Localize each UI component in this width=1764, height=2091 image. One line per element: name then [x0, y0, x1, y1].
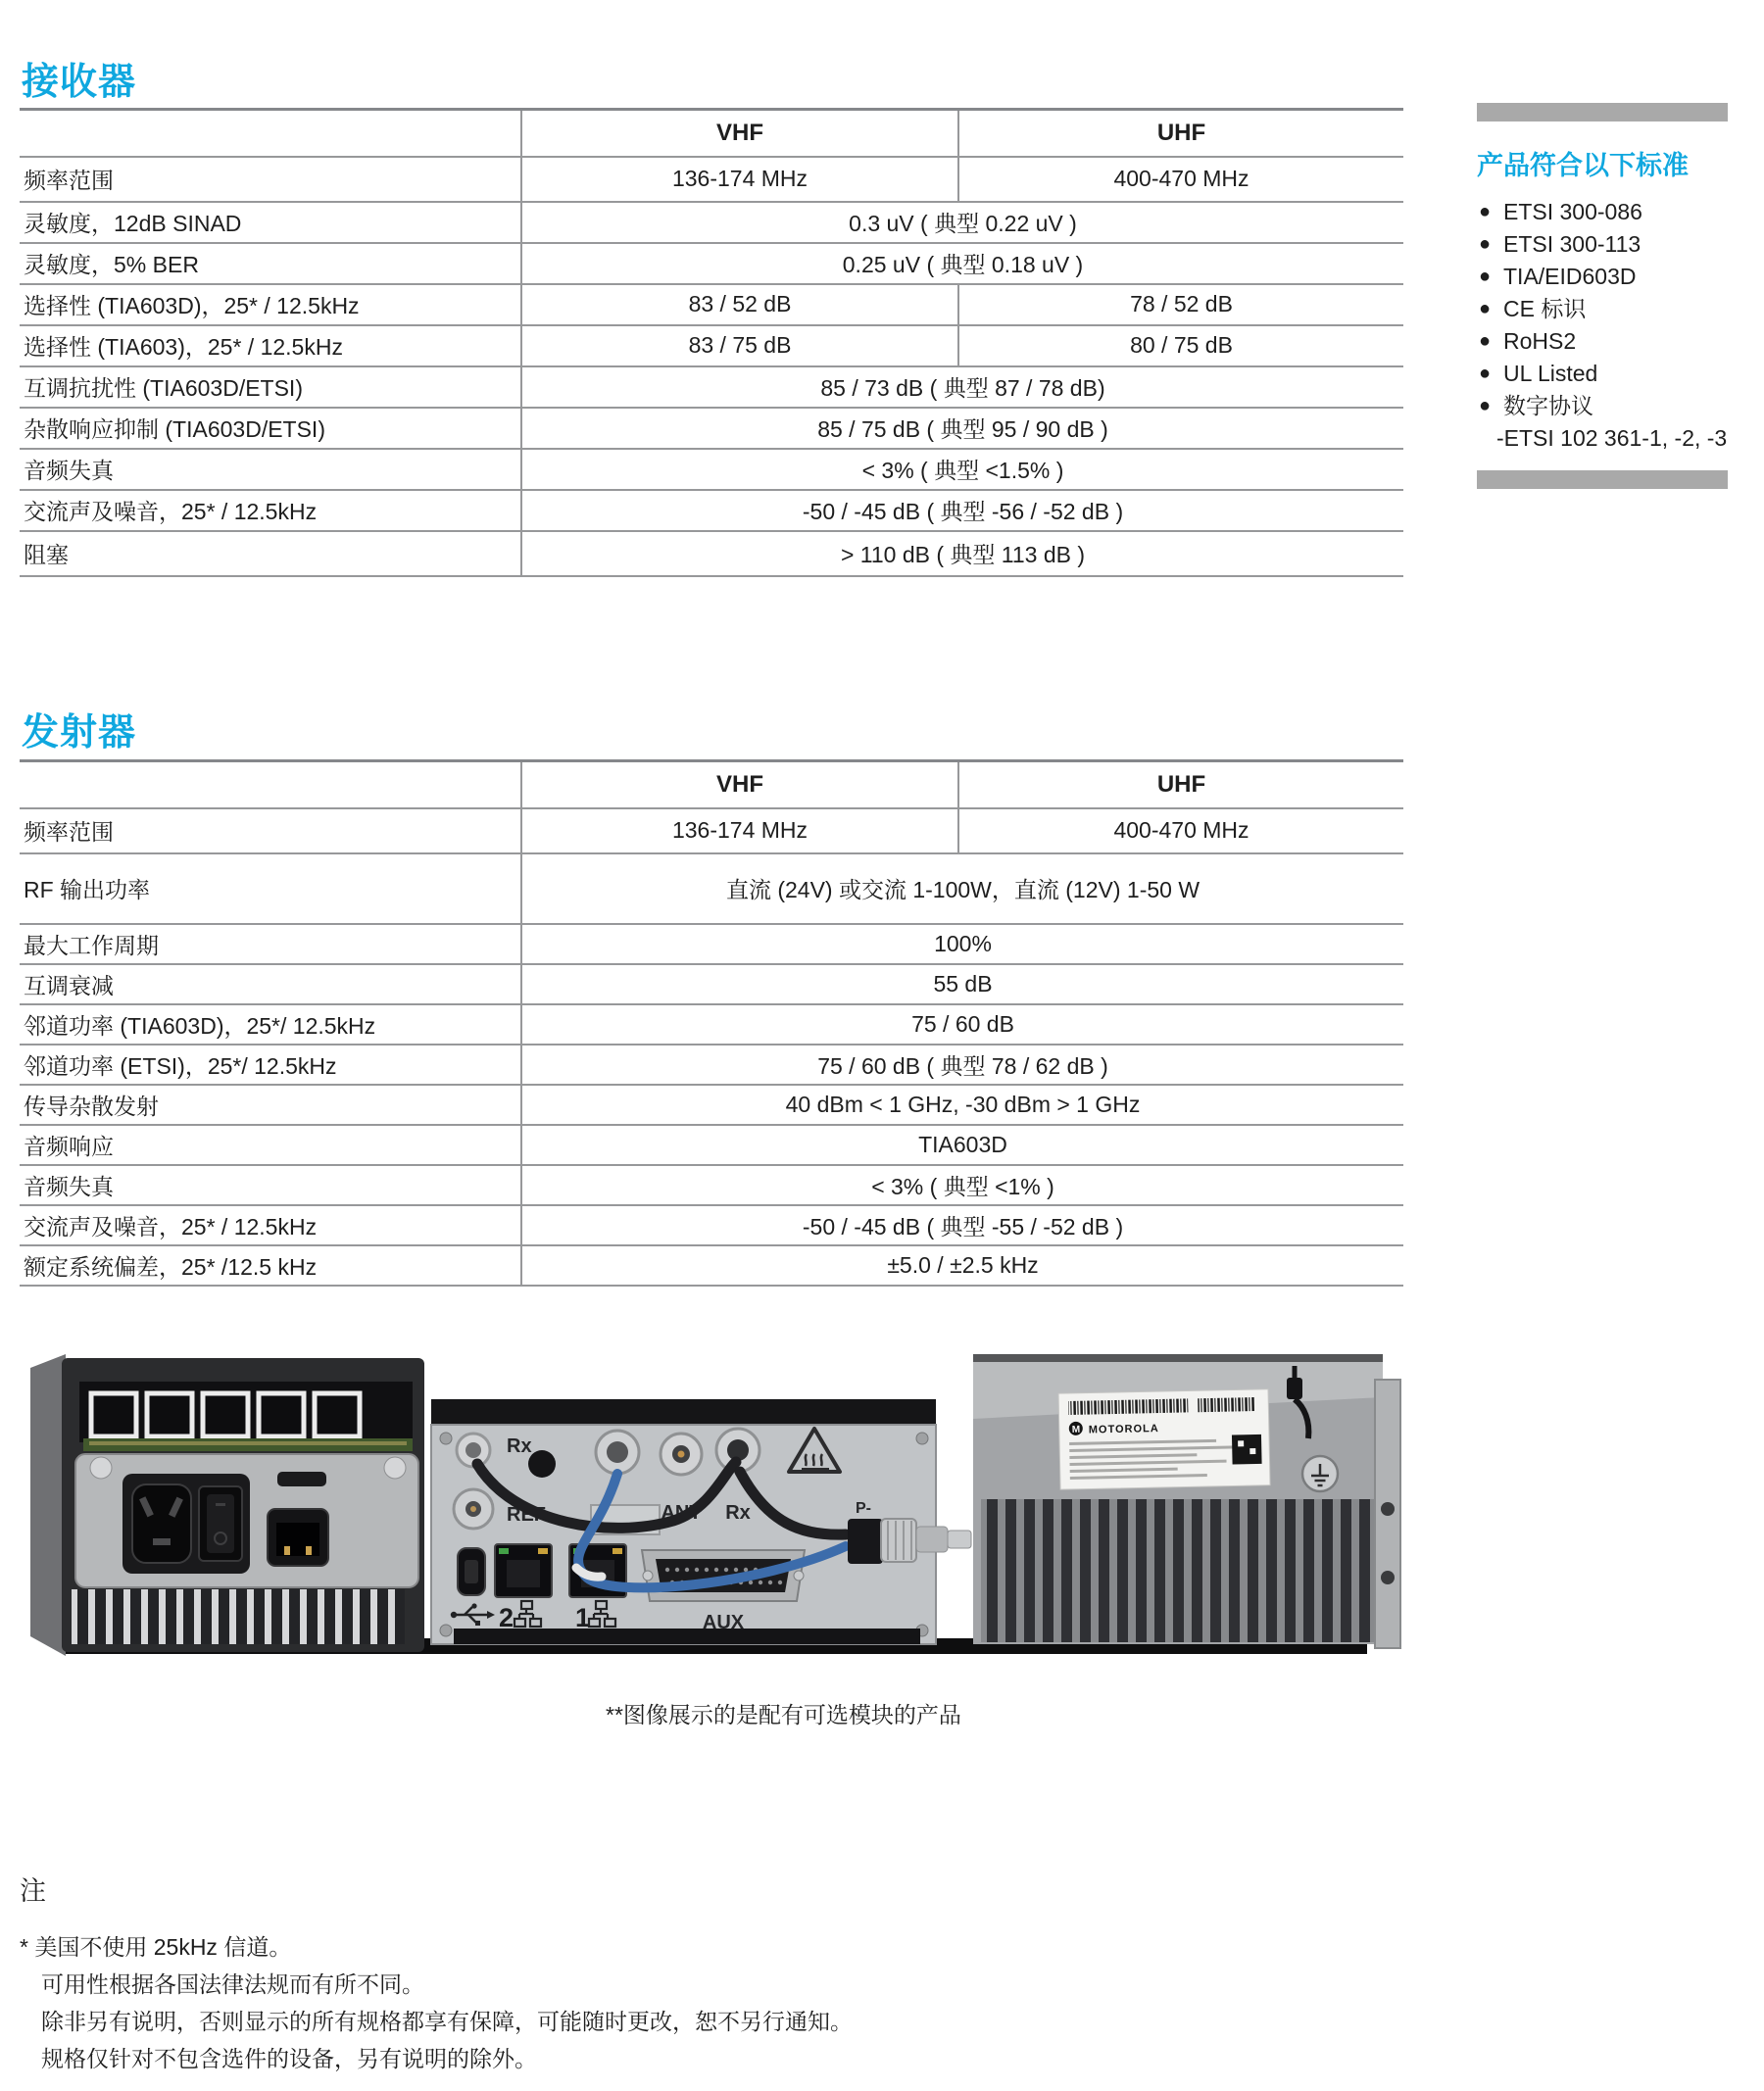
table-header-row [20, 110, 1403, 157]
spec-label: 交流声及噪音，25* / 12.5kHz [20, 490, 521, 531]
power-supply-section [30, 1354, 424, 1656]
standards-title: 产品符合以下标准 [1477, 151, 1689, 180]
spec-value: 100% [521, 924, 1403, 964]
tx-connector [596, 1431, 639, 1474]
spec-header-empty [20, 761, 521, 808]
spec-value: 55 dB [521, 964, 1403, 1004]
ethernet-2-label: 2 [499, 1603, 514, 1632]
label-barcode [1198, 1397, 1254, 1412]
spec-value: 75 / 60 dB [521, 1004, 1403, 1045]
ethernet-1-label: 1 [575, 1603, 591, 1632]
bullet-icon: ● [1479, 363, 1492, 384]
standard-item-label: CE 标识 [1503, 296, 1587, 321]
spec-label: 杂散响应抑制 (TIA603D/ETSI) [20, 408, 521, 449]
heatsink-fins-left [72, 1589, 405, 1644]
table-row [20, 366, 1403, 408]
spec-label: 选择性 (TIA603D)，25* / 12.5kHz [20, 284, 521, 325]
table-row [20, 964, 1403, 1004]
column-header-vhf: VHF [521, 761, 958, 808]
spec-value: < 3% ( 典型 <1% ) [521, 1165, 1403, 1205]
spec-value: < 3% ( 典型 <1.5% ) [521, 449, 1403, 490]
spec-label: 邻道功率 (TIA603D)，25*/ 12.5kHz [20, 1004, 521, 1045]
spec-label: 交流声及噪音，25* / 12.5kHz [20, 1205, 521, 1245]
list-item [1477, 261, 1728, 293]
table-row [20, 808, 1403, 853]
power-switch [199, 1486, 242, 1561]
power-out-connector [848, 1519, 971, 1564]
spec-value-uhf: 400-470 MHz [958, 808, 1403, 853]
spec-label: 音频失真 [20, 449, 521, 490]
table-row [20, 202, 1403, 243]
table-row [20, 449, 1403, 490]
rx-label: Rx [725, 1502, 751, 1524]
spec-label: 频率范围 [20, 157, 521, 202]
standard-item-label: RoHS2 [1503, 328, 1577, 354]
spec-label: 音频失真 [20, 1165, 521, 1205]
spec-value-vhf: 136-174 MHz [521, 157, 958, 202]
receiver-section-title: 接收器 [22, 62, 137, 103]
bullet-icon: ● [1479, 298, 1492, 319]
spec-label: 互调抗扰性 (TIA603D/ETSI) [20, 366, 521, 408]
brand-label: MOTOROLA [1088, 1423, 1159, 1436]
spec-value-vhf: 83 / 75 dB [521, 325, 958, 366]
device-caption: **图像展示的是配有可选模块的产品 [606, 1702, 961, 1727]
column-header-vhf: VHF [521, 110, 958, 157]
ac-inlet [132, 1484, 191, 1563]
sidebar-top-bar [1477, 103, 1728, 122]
product-label [1058, 1389, 1270, 1489]
list-item [1477, 358, 1728, 390]
pa-section [973, 1354, 1400, 1648]
spec-value: > 110 dB ( 典型 113 dB ) [521, 531, 1403, 576]
bullet-icon: ● [1479, 330, 1492, 352]
table-row [20, 157, 1403, 202]
vent-slot [277, 1472, 326, 1486]
sidebar-bottom-bar [1477, 470, 1728, 489]
spec-value: 直流 (24V) 或交流 1-100W，直流 (12V) 1-50 W [521, 853, 1403, 924]
spec-label: 传导杂散发射 [20, 1085, 521, 1125]
spec-label: 音频响应 [20, 1125, 521, 1165]
bullet-icon: ● [1479, 233, 1492, 255]
heatsink-fins-right [981, 1499, 1375, 1642]
notes-block [20, 1928, 853, 2077]
spec-label: RF 输出功率 [20, 853, 521, 924]
spec-label: 最大工作周期 [20, 924, 521, 964]
ant-connector [661, 1434, 702, 1475]
spec-label: 灵敏度，12dB SINAD [20, 202, 521, 243]
table-row [20, 243, 1403, 284]
aux-port [642, 1550, 805, 1601]
standards-list [1477, 196, 1728, 422]
standard-item-label: ETSI 300-113 [1503, 231, 1642, 257]
ethernet-port-2 [495, 1544, 552, 1597]
bullet-icon: ● [1479, 395, 1492, 416]
table-row [20, 325, 1403, 366]
column-header-uhf: UHF [958, 761, 1403, 808]
table-row [20, 1245, 1403, 1286]
rx-in-label: Rx [507, 1435, 532, 1457]
list-item [1477, 196, 1728, 228]
spec-value-uhf: 78 / 52 dB [958, 284, 1403, 325]
spec-value: 0.25 uV ( 典型 0.18 uV ) [521, 243, 1403, 284]
list-item [1477, 293, 1728, 325]
standard-item-label: ETSI 300-086 [1503, 199, 1642, 224]
transmitter-spec-table [20, 759, 1403, 1287]
spec-label: 选择性 (TIA603)，25* / 12.5kHz [20, 325, 521, 366]
list-item [1477, 390, 1728, 422]
standard-sub-item: -ETSI 102 361-1, -2, -3 [1496, 425, 1728, 451]
standards-sidebar [1477, 103, 1728, 489]
bullet-icon: ● [1479, 266, 1492, 287]
note-line: 除非另有说明，否则显示的所有规格都享有保障，可能随时更改，恕不另行通知。 [41, 2009, 853, 2034]
table-row [20, 531, 1403, 576]
spec-value: -50 / -45 dB ( 典型 -55 / -52 dB ) [521, 1205, 1403, 1245]
spec-value-vhf: 83 / 52 dB [521, 284, 958, 325]
standard-item-label: TIA/EID603D [1503, 264, 1637, 289]
standard-item-label: UL Listed [1503, 361, 1598, 386]
spec-label: 灵敏度，5% BER [20, 243, 521, 284]
spec-value: TIA603D [521, 1125, 1403, 1165]
ground-symbol [1302, 1456, 1338, 1491]
table-header-row [20, 761, 1403, 808]
table-row [20, 853, 1403, 924]
table-row [20, 924, 1403, 964]
table-row [20, 1165, 1403, 1205]
table-row [20, 1125, 1403, 1165]
spec-label: 阻塞 [20, 531, 521, 576]
spec-value: -50 / -45 dB ( 典型 -56 / -52 dB ) [521, 490, 1403, 531]
spec-value: 85 / 75 dB ( 典型 95 / 90 dB ) [521, 408, 1403, 449]
ant-label: ANT [661, 1502, 702, 1524]
label-qr-code [1232, 1435, 1262, 1465]
spec-value: 0.3 uV ( 典型 0.22 uV ) [521, 202, 1403, 243]
standard-item-label: 数字协议 [1503, 393, 1593, 418]
spec-value: ±5.0 / ±2.5 kHz [521, 1245, 1403, 1286]
table-row [20, 1205, 1403, 1245]
spec-value-vhf: 136-174 MHz [521, 808, 958, 853]
controller-section [431, 1399, 971, 1644]
table-row [20, 490, 1403, 531]
spec-label: 邻道功率 (ETSI)，25*/ 12.5kHz [20, 1045, 521, 1085]
receiver-spec-table [20, 108, 1403, 577]
spec-label: 频率范围 [20, 808, 521, 853]
note-line: * 美国不使用 25kHz 信道。 [20, 1934, 292, 1960]
list-item [1477, 325, 1728, 358]
spec-value: 85 / 73 dB ( 典型 87 / 78 dB) [521, 366, 1403, 408]
screw [1381, 1502, 1395, 1516]
ref-connector [454, 1489, 493, 1529]
bullet-icon: ● [1479, 201, 1492, 222]
ref-label: REF [507, 1504, 546, 1526]
screw [1381, 1571, 1395, 1584]
table-row [20, 408, 1403, 449]
column-header-uhf: UHF [958, 110, 1403, 157]
list-item [1477, 228, 1728, 261]
notes-title: 注 [20, 1876, 46, 1906]
rj45-ports [91, 1393, 360, 1436]
usb-port [458, 1548, 485, 1595]
spec-value: 75 / 60 dB ( 典型 78 / 62 dB ) [521, 1045, 1403, 1085]
table-row [20, 284, 1403, 325]
dc-connector [268, 1509, 328, 1566]
spec-value-uhf: 400-470 MHz [958, 157, 1403, 202]
aux-label: AUX [702, 1612, 745, 1633]
transmitter-section-title: 发射器 [22, 712, 137, 754]
device-rear-photo [24, 1344, 1406, 1670]
power-out-label: P- [856, 1500, 871, 1517]
table-row [20, 1004, 1403, 1045]
spec-value: 40 dBm < 1 GHz, -30 dBm > 1 GHz [521, 1085, 1403, 1125]
label-barcode [1068, 1398, 1188, 1415]
spec-label: 额定系统偏差，25* /12.5 kHz [20, 1245, 521, 1286]
spec-header-empty [20, 110, 521, 157]
svg-text:M: M [1071, 1424, 1081, 1435]
spec-label: 互调衰减 [20, 964, 521, 1004]
table-row [20, 1045, 1403, 1085]
round-knob [528, 1450, 556, 1478]
spec-value-uhf: 80 / 75 dB [958, 325, 1403, 366]
table-row [20, 1085, 1403, 1125]
note-line: 规格仅针对不包含选件的设备，另有说明的除外。 [41, 2046, 537, 2071]
note-line: 可用性根据各国法律法规而有所不同。 [41, 1971, 424, 1997]
